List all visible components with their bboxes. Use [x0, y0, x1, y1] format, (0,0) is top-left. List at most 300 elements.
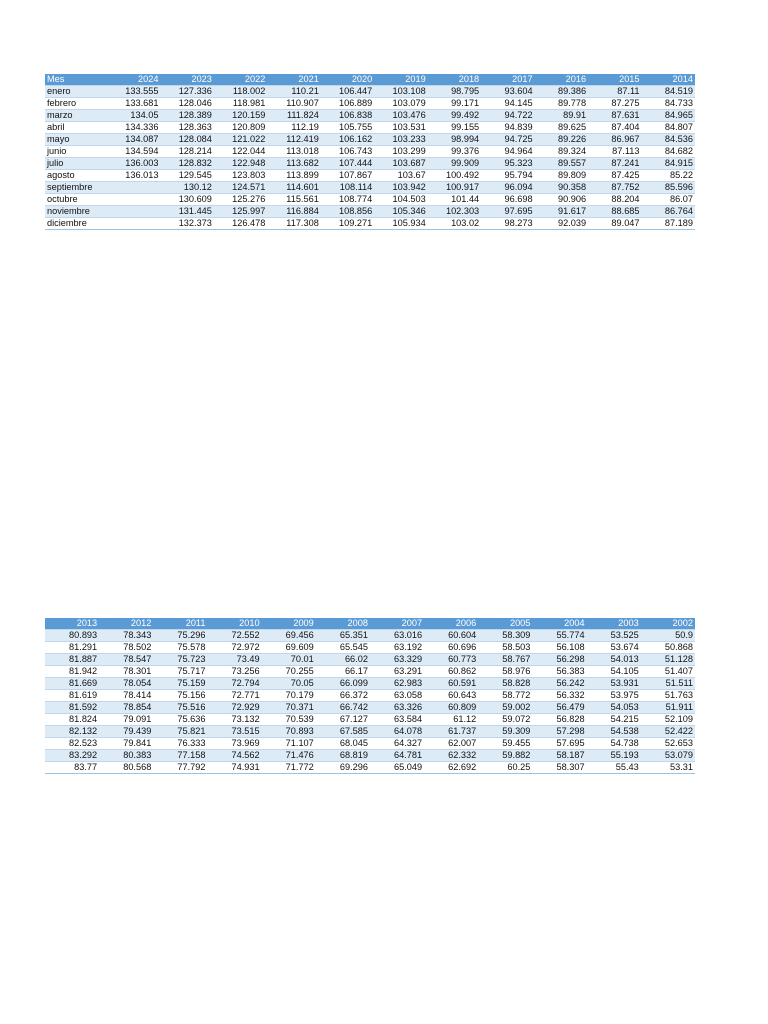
- value-cell: 96.698: [481, 194, 534, 206]
- value-cell: 82.523: [45, 738, 99, 750]
- value-cell: 128.363: [160, 122, 213, 134]
- value-cell: 85.596: [642, 182, 695, 194]
- value-cell: 110.21: [267, 86, 320, 98]
- table-row: [45, 678, 695, 690]
- value-cell: 99.155: [428, 122, 481, 134]
- value-cell: 73.515: [207, 726, 261, 738]
- value-cell: 58.503: [478, 642, 532, 654]
- column-header-year: 2006: [424, 618, 478, 630]
- value-cell: 89.047: [588, 218, 641, 230]
- value-cell: 75.723: [153, 654, 207, 666]
- value-cell: 63.016: [370, 630, 424, 642]
- value-cell: 103.079: [374, 98, 427, 110]
- value-cell: 98.994: [428, 134, 481, 146]
- column-header-year: 2024: [107, 74, 160, 86]
- value-cell: 108.114: [321, 182, 374, 194]
- value-cell: 59.002: [478, 702, 532, 714]
- table-row: [45, 630, 695, 642]
- value-cell: 110.907: [267, 98, 320, 110]
- value-cell: 54.738: [587, 738, 641, 750]
- value-cell: 56.479: [532, 702, 586, 714]
- table-row: [45, 690, 695, 702]
- value-cell: 78.502: [99, 642, 153, 654]
- value-cell: 53.079: [641, 750, 695, 762]
- table-row: [45, 738, 695, 750]
- value-cell: 60.773: [424, 654, 478, 666]
- value-cell: 59.455: [478, 738, 532, 750]
- value-cell: 53.674: [587, 642, 641, 654]
- value-cell: 99.492: [428, 110, 481, 122]
- month-cell: julio: [45, 158, 107, 170]
- value-cell: 75.578: [153, 642, 207, 654]
- value-cell: 63.291: [370, 666, 424, 678]
- value-cell: 103.531: [374, 122, 427, 134]
- value-cell: 81.592: [45, 702, 99, 714]
- value-cell: 100.492: [428, 170, 481, 182]
- value-cell: 92.039: [535, 218, 588, 230]
- value-cell: 88.685: [588, 206, 641, 218]
- month-cell: diciembre: [45, 218, 107, 230]
- value-cell: 51.407: [641, 666, 695, 678]
- value-cell: 52.109: [641, 714, 695, 726]
- value-cell: 113.899: [267, 170, 320, 182]
- value-cell: 52.422: [641, 726, 695, 738]
- value-cell: 105.346: [374, 206, 427, 218]
- value-cell: 75.636: [153, 714, 207, 726]
- value-cell: 79.091: [99, 714, 153, 726]
- value-cell: 118.981: [214, 98, 267, 110]
- value-cell: 106.447: [321, 86, 374, 98]
- value-cell: 51.763: [641, 690, 695, 702]
- value-cell: 72.972: [207, 642, 261, 654]
- value-cell: 103.299: [374, 146, 427, 158]
- value-cell: 70.371: [262, 702, 316, 714]
- value-cell: 53.31: [641, 762, 695, 774]
- value-cell: 94.725: [481, 134, 534, 146]
- value-cell: 81.291: [45, 642, 99, 654]
- value-cell: 65.351: [316, 630, 370, 642]
- value-cell: 134.336: [107, 122, 160, 134]
- month-cell: mayo: [45, 134, 107, 146]
- value-cell: 108.856: [321, 206, 374, 218]
- value-cell: 101.44: [428, 194, 481, 206]
- value-cell: 60.862: [424, 666, 478, 678]
- value-cell: 66.742: [316, 702, 370, 714]
- value-cell: 86.764: [642, 206, 695, 218]
- value-cell: 68.045: [316, 738, 370, 750]
- value-cell: 87.189: [642, 218, 695, 230]
- value-cell: 126.478: [214, 218, 267, 230]
- value-cell: 50.9: [641, 630, 695, 642]
- column-header-year: 2011: [153, 618, 207, 630]
- value-cell: 70.539: [262, 714, 316, 726]
- value-cell: 103.476: [374, 110, 427, 122]
- value-cell: 89.226: [535, 134, 588, 146]
- value-cell: 54.538: [587, 726, 641, 738]
- value-cell: 64.327: [370, 738, 424, 750]
- value-cell: 66.17: [316, 666, 370, 678]
- value-cell: 66.02: [316, 654, 370, 666]
- value-cell: 58.309: [478, 630, 532, 642]
- value-cell: 120.809: [214, 122, 267, 134]
- value-cell: 80.568: [99, 762, 153, 774]
- value-cell: 58.828: [478, 678, 532, 690]
- value-cell: 86.07: [642, 194, 695, 206]
- value-cell: 62.692: [424, 762, 478, 774]
- value-cell: 56.332: [532, 690, 586, 702]
- value-cell: 115.561: [267, 194, 320, 206]
- value-cell: 128.084: [160, 134, 213, 146]
- value-cell: 63.326: [370, 702, 424, 714]
- value-cell: 55.193: [587, 750, 641, 762]
- value-cell: 57.695: [532, 738, 586, 750]
- column-header-year: 2019: [374, 74, 427, 86]
- value-cell: 87.425: [588, 170, 641, 182]
- value-cell: 73.132: [207, 714, 261, 726]
- value-cell: 53.525: [587, 630, 641, 642]
- column-header-year: 2017: [481, 74, 534, 86]
- value-cell: 93.604: [481, 86, 534, 98]
- value-cell: 102.303: [428, 206, 481, 218]
- value-cell: 106.838: [321, 110, 374, 122]
- value-cell: 84.965: [642, 110, 695, 122]
- value-cell: 70.255: [262, 666, 316, 678]
- value-cell: 133.555: [107, 86, 160, 98]
- value-cell: 76.333: [153, 738, 207, 750]
- value-cell: 116.884: [267, 206, 320, 218]
- value-cell: 89.386: [535, 86, 588, 98]
- value-cell: 78.547: [99, 654, 153, 666]
- month-cell: agosto: [45, 170, 107, 182]
- value-cell: 52.653: [641, 738, 695, 750]
- value-cell: 105.934: [374, 218, 427, 230]
- value-cell: 134.087: [107, 134, 160, 146]
- value-cell: [107, 206, 160, 218]
- value-cell: 78.301: [99, 666, 153, 678]
- value-cell: 122.948: [214, 158, 267, 170]
- value-cell: 81.669: [45, 678, 99, 690]
- month-cell: noviembre: [45, 206, 107, 218]
- value-cell: 89.324: [535, 146, 588, 158]
- value-cell: 71.772: [262, 762, 316, 774]
- value-cell: 72.794: [207, 678, 261, 690]
- value-cell: 71.476: [262, 750, 316, 762]
- month-cell: octubre: [45, 194, 107, 206]
- column-header-year: 2007: [370, 618, 424, 630]
- value-cell: 61.737: [424, 726, 478, 738]
- value-cell: 88.204: [588, 194, 641, 206]
- value-cell: 63.192: [370, 642, 424, 654]
- value-cell: 123.803: [214, 170, 267, 182]
- table-row: [45, 702, 695, 714]
- value-cell: 95.323: [481, 158, 534, 170]
- value-cell: 73.49: [207, 654, 261, 666]
- table-row: [45, 158, 695, 170]
- value-cell: 90.358: [535, 182, 588, 194]
- value-cell: 87.752: [588, 182, 641, 194]
- value-cell: 87.241: [588, 158, 641, 170]
- value-cell: 70.05: [262, 678, 316, 690]
- table-row: [45, 726, 695, 738]
- value-cell: 79.841: [99, 738, 153, 750]
- value-cell: 89.778: [535, 98, 588, 110]
- value-cell: 103.02: [428, 218, 481, 230]
- value-cell: 87.275: [588, 98, 641, 110]
- value-cell: 66.372: [316, 690, 370, 702]
- value-cell: 113.682: [267, 158, 320, 170]
- table-row: [45, 134, 695, 146]
- value-cell: 87.11: [588, 86, 641, 98]
- column-header-year: 2010: [207, 618, 261, 630]
- value-cell: 53.931: [587, 678, 641, 690]
- value-cell: 60.696: [424, 642, 478, 654]
- value-cell: 98.795: [428, 86, 481, 98]
- value-cell: 103.67: [374, 170, 427, 182]
- value-cell: 98.273: [481, 218, 534, 230]
- value-cell: 53.975: [587, 690, 641, 702]
- value-cell: 58.307: [532, 762, 586, 774]
- value-cell: 56.108: [532, 642, 586, 654]
- table-row: [45, 642, 695, 654]
- value-cell: 64.078: [370, 726, 424, 738]
- value-cell: 78.414: [99, 690, 153, 702]
- month-cell: enero: [45, 86, 107, 98]
- value-cell: 75.296: [153, 630, 207, 642]
- table-row: [45, 146, 695, 158]
- value-cell: 84.519: [642, 86, 695, 98]
- value-cell: 57.298: [532, 726, 586, 738]
- value-cell: 54.053: [587, 702, 641, 714]
- value-cell: 103.108: [374, 86, 427, 98]
- value-cell: [107, 218, 160, 230]
- value-cell: 79.439: [99, 726, 153, 738]
- value-cell: 128.214: [160, 146, 213, 158]
- value-cell: 59.882: [478, 750, 532, 762]
- value-cell: 87.404: [588, 122, 641, 134]
- value-cell: 97.695: [481, 206, 534, 218]
- value-cell: 62.332: [424, 750, 478, 762]
- table2-header-row: [45, 618, 695, 630]
- value-cell: 70.893: [262, 726, 316, 738]
- value-cell: 99.909: [428, 158, 481, 170]
- value-cell: 124.571: [214, 182, 267, 194]
- value-cell: 128.389: [160, 110, 213, 122]
- value-cell: 86.967: [588, 134, 641, 146]
- value-cell: 72.552: [207, 630, 261, 642]
- value-cell: 120.159: [214, 110, 267, 122]
- value-cell: 134.594: [107, 146, 160, 158]
- table1-header-row: [45, 74, 695, 86]
- value-cell: 87.631: [588, 110, 641, 122]
- table-row: [45, 110, 695, 122]
- value-cell: 112.19: [267, 122, 320, 134]
- value-cell: 75.516: [153, 702, 207, 714]
- value-cell: 63.329: [370, 654, 424, 666]
- value-cell: 77.792: [153, 762, 207, 774]
- value-cell: 55.43: [587, 762, 641, 774]
- value-cell: 73.969: [207, 738, 261, 750]
- index-table-2024-2014: [45, 74, 695, 230]
- value-cell: 60.643: [424, 690, 478, 702]
- value-cell: 66.099: [316, 678, 370, 690]
- table-row: [45, 218, 695, 230]
- value-cell: 106.889: [321, 98, 374, 110]
- column-header-year: 2016: [535, 74, 588, 86]
- value-cell: 51.911: [641, 702, 695, 714]
- value-cell: 129.545: [160, 170, 213, 182]
- month-cell: marzo: [45, 110, 107, 122]
- value-cell: 71.107: [262, 738, 316, 750]
- value-cell: 75.156: [153, 690, 207, 702]
- month-cell: septiembre: [45, 182, 107, 194]
- value-cell: 59.072: [478, 714, 532, 726]
- value-cell: 80.383: [99, 750, 153, 762]
- value-cell: 62.007: [424, 738, 478, 750]
- value-cell: 89.809: [535, 170, 588, 182]
- column-header-year: 2003: [587, 618, 641, 630]
- value-cell: 89.557: [535, 158, 588, 170]
- value-cell: 65.049: [370, 762, 424, 774]
- value-cell: 75.159: [153, 678, 207, 690]
- value-cell: 83.77: [45, 762, 99, 774]
- value-cell: 58.976: [478, 666, 532, 678]
- value-cell: 108.774: [321, 194, 374, 206]
- value-cell: 91.617: [535, 206, 588, 218]
- value-cell: 103.687: [374, 158, 427, 170]
- value-cell: 128.046: [160, 98, 213, 110]
- value-cell: 104.503: [374, 194, 427, 206]
- value-cell: 51.128: [641, 654, 695, 666]
- table-row: [45, 122, 695, 134]
- value-cell: 103.942: [374, 182, 427, 194]
- value-cell: 60.604: [424, 630, 478, 642]
- value-cell: 80.893: [45, 630, 99, 642]
- value-cell: 106.743: [321, 146, 374, 158]
- table-row: [45, 86, 695, 98]
- value-cell: 70.01: [262, 654, 316, 666]
- value-cell: 67.127: [316, 714, 370, 726]
- value-cell: 72.929: [207, 702, 261, 714]
- value-cell: 96.094: [481, 182, 534, 194]
- value-cell: 82.132: [45, 726, 99, 738]
- value-cell: 87.113: [588, 146, 641, 158]
- value-cell: 55.774: [532, 630, 586, 642]
- value-cell: 94.145: [481, 98, 534, 110]
- value-cell: 89.625: [535, 122, 588, 134]
- value-cell: 63.584: [370, 714, 424, 726]
- value-cell: 84.733: [642, 98, 695, 110]
- value-cell: 60.591: [424, 678, 478, 690]
- column-header-year: 2013: [45, 618, 99, 630]
- value-cell: 103.233: [374, 134, 427, 146]
- value-cell: 118.002: [214, 86, 267, 98]
- column-header-year: 2005: [478, 618, 532, 630]
- value-cell: 106.162: [321, 134, 374, 146]
- value-cell: 69.456: [262, 630, 316, 642]
- value-cell: 89.91: [535, 110, 588, 122]
- value-cell: 109.271: [321, 218, 374, 230]
- value-cell: 54.215: [587, 714, 641, 726]
- value-cell: 134.05: [107, 110, 160, 122]
- column-header-year: 2023: [160, 74, 213, 86]
- month-cell: junio: [45, 146, 107, 158]
- value-cell: 78.343: [99, 630, 153, 642]
- value-cell: 65.545: [316, 642, 370, 654]
- column-header-year: 2020: [321, 74, 374, 86]
- value-cell: 78.054: [99, 678, 153, 690]
- column-header-year: 2004: [532, 618, 586, 630]
- value-cell: 78.854: [99, 702, 153, 714]
- value-cell: 69.609: [262, 642, 316, 654]
- month-cell: febrero: [45, 98, 107, 110]
- table-row: [45, 762, 695, 774]
- value-cell: [107, 194, 160, 206]
- value-cell: 70.179: [262, 690, 316, 702]
- value-cell: 84.915: [642, 158, 695, 170]
- table-row: [45, 206, 695, 218]
- value-cell: 136.003: [107, 158, 160, 170]
- value-cell: 60.809: [424, 702, 478, 714]
- value-cell: 83.292: [45, 750, 99, 762]
- table-row: [45, 170, 695, 182]
- value-cell: 81.824: [45, 714, 99, 726]
- value-cell: 58.187: [532, 750, 586, 762]
- value-cell: 107.444: [321, 158, 374, 170]
- value-cell: 94.722: [481, 110, 534, 122]
- value-cell: 94.964: [481, 146, 534, 158]
- value-cell: 100.917: [428, 182, 481, 194]
- value-cell: 63.058: [370, 690, 424, 702]
- value-cell: 60.25: [478, 762, 532, 774]
- value-cell: 73.256: [207, 666, 261, 678]
- column-header-year: 2008: [316, 618, 370, 630]
- value-cell: 50.868: [641, 642, 695, 654]
- value-cell: 59.309: [478, 726, 532, 738]
- value-cell: 132.373: [160, 218, 213, 230]
- value-cell: 131.445: [160, 206, 213, 218]
- column-header-year: 2021: [267, 74, 320, 86]
- column-header-year: 2014: [642, 74, 695, 86]
- value-cell: 75.717: [153, 666, 207, 678]
- value-cell: 58.767: [478, 654, 532, 666]
- column-header-year: 2002: [641, 618, 695, 630]
- value-cell: 85.22: [642, 170, 695, 182]
- table-row: [45, 714, 695, 726]
- value-cell: 69.296: [316, 762, 370, 774]
- value-cell: 54.105: [587, 666, 641, 678]
- value-cell: 112.419: [267, 134, 320, 146]
- value-cell: 56.242: [532, 678, 586, 690]
- value-cell: 68.819: [316, 750, 370, 762]
- value-cell: 130.12: [160, 182, 213, 194]
- value-cell: 111.824: [267, 110, 320, 122]
- table-row: [45, 194, 695, 206]
- value-cell: 62.983: [370, 678, 424, 690]
- value-cell: 130.609: [160, 194, 213, 206]
- value-cell: 84.807: [642, 122, 695, 134]
- value-cell: 99.376: [428, 146, 481, 158]
- column-header-year: 2015: [588, 74, 641, 86]
- value-cell: [107, 182, 160, 194]
- value-cell: 54.013: [587, 654, 641, 666]
- value-cell: 122.044: [214, 146, 267, 158]
- value-cell: 81.942: [45, 666, 99, 678]
- value-cell: 99.171: [428, 98, 481, 110]
- value-cell: 121.022: [214, 134, 267, 146]
- index-table-2013-2002: [45, 618, 695, 774]
- value-cell: 133.681: [107, 98, 160, 110]
- value-cell: 105.755: [321, 122, 374, 134]
